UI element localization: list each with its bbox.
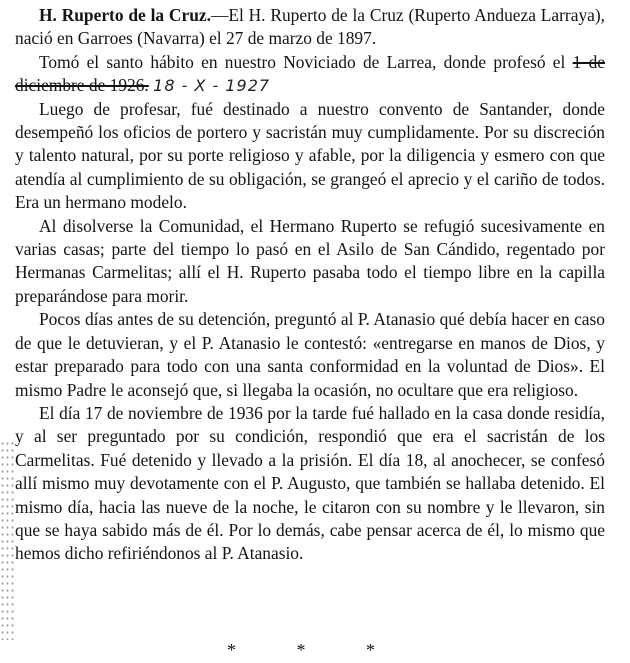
paragraph-profession — [15, 51, 605, 98]
profession-text: Tomó el santo hábito en nuestro Noviciado de Larrea, donde profesó el — [39, 51, 573, 72]
entry-heading: H. Ruperto de la Cruz. — [39, 5, 211, 25]
scan-speckle-margin — [0, 440, 14, 640]
advice-text: Pocos días antes de su detención, preguntó al P. Atanasio qué debía hacer en caso de que le detuvieran, y el P. Atanasio le contestó: «entregarse en manos de Dios, y estar preparado para todo con una santa conformidad en la voluntad de Dios». El mismo Padre le aconsejó que, si llegaba la ocasión, no ocultare que era religioso. — [15, 309, 605, 400]
santander-text: Luego de profesar, fué destinado a nuestro convento de Santander, donde desempeñó los oficios de portero y sacristán muy cumplidamente. Por su discreción y talento natural, por su porte religioso y afable, por la diligencia y esmero con que atendía al cumplimiento de su obligación, se grangeó el aprecio y el cariño de todos. Era un hermano modelo. — [15, 98, 605, 213]
refuge-text: Al disolverse la Comunidad, el Hermano Ruperto se refugió sucesivamente en varias casas; parte del tiempo lo pasó en el Asilo de San Cándido, regentado por Hermanas Carmelitas; allí el H. Ruperto pasaba todo el tiempo libre en la capilla preparándose para morir. — [15, 215, 605, 306]
paragraph-advice — [15, 308, 605, 402]
arrest-text: El día 17 de noviembre de 1936 por la tarde fué hallado en la casa donde residía, y al ser preguntado por su condición, respondió que era el sacristán de los Carmelitas. Fué detenido y llevado a la prisión. El día 18, al anochecer, se confesó allí mismo muy devotamente con el P. Augusto, que también se hallaba detenido. El mismo día, hacia las nueve de la noche, le citaron con su nombre y le llevaron, sin que se haya sabido más de él. Por lo demás, cabe pensar acerca de él, lo mismo que hemos dicho refiriéndonos al P. Atanasio. — [15, 402, 605, 564]
paragraph-arrest — [15, 402, 605, 566]
struck-date: 1 de diciembre de 1926. — [15, 51, 605, 96]
handwritten-date-correction: 18 - X - 1927 — [153, 76, 271, 96]
section-break-asterisks: * * * — [227, 640, 403, 660]
document-body — [15, 4, 605, 566]
paragraph-santander — [15, 98, 605, 215]
paragraph-refuge — [15, 215, 605, 309]
paragraph-intro — [15, 4, 605, 51]
intro-text: —El H. Ruperto de la Cruz (Ruperto Andueza Larraya), nació en Garroes (Navarra) el 27 de marzo de 1897. — [15, 5, 605, 49]
